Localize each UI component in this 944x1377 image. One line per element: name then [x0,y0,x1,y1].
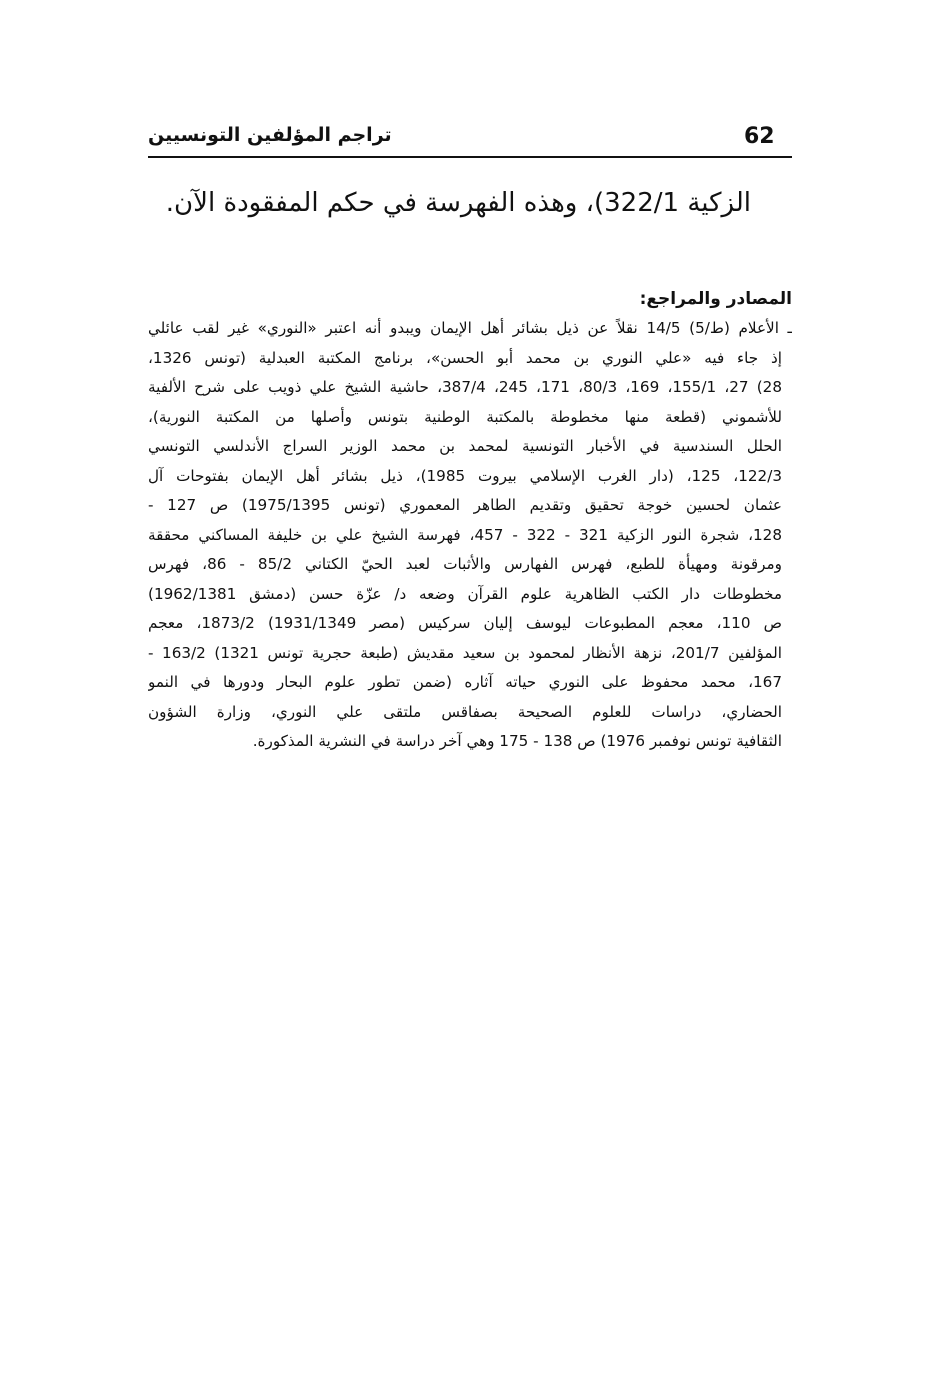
reference-line: المؤلفين 201/7، نزهة الأنظار لمحمود بن سعيد مقديش (طبعة حجرية تونس 1321) 163/2 - [148,643,782,662]
reference-line: الثقافية تونس نوفمبر 1976) ص 138 - 175 وهي آخر دراسة في النشرية المذكورة. [252,732,782,750]
reference-line: مخطوطات دار الكتب الظاهرية علوم القرآن وضعه د/ عزّة حسن (دمشق 1962/1381) [148,584,782,603]
reference-line: ومرقونة ومهيأة للطبع، فهرس الفهارس والأثبات لعبد الحيّ الكتاني 85/2 - 86، فهرس [148,555,783,573]
reference-line: عثمان لحسين خوجة تحقيق وتقديم الطاهر المعموري (تونس 1975/1395) ص 127 - [148,496,782,514]
reference-line: للأشموني (قطعة منها مخطوطة بالمكتبة الوطنية بتونس وأصلها من المكتبة النورية)، [148,407,782,426]
reference-line: 28) 27، 155/1، 169، 80/3، 171، 245، 387/4، حاشية الشيخ علي ذويب على شرح الألفية [148,378,782,396]
reference-line: ـ الأعلام (ط/5) 14/5 نقلاً عن ذيل بشائر أهل الإيمان ويبدو أنه اعتبر «النوري» غير لقب عائلي [148,319,792,337]
reference-line: إذ جاء فيه «علي النوري بن محمد أبو الحسن»، برنامج المكتبة العبدلية (تونس 1326، [148,348,782,367]
reference-line: ص 110، معجم المطبوعات ليوسف إليان سركيس (مصر 1931/1349) 1873/2، معجم [148,614,782,632]
page-number: 62 [744,124,775,149]
sources-section [148,286,792,757]
continuation-paragraph: الزكية 322/1)، وهذه الفهرسة في حكم المفقودة الآن. [165,188,751,218]
reference-line: 128، شجرة النور الزكية 321 - 322 - 457، فهرسة الشيخ علي بن خليفة المساكني محققة [148,525,783,544]
sources-heading: المصادر والمراجع: [639,289,792,309]
header-divider [148,156,792,158]
running-title: تراجم المؤلفين التونسيين [148,124,392,146]
reference-line: 167، محمد محفوظ على النوري حياته آثاره (ضمن تطور علوم البحار ودورها في النمو [148,673,782,691]
reference-line: الحلل السندسية في الأخبار التونسية لمحمد بن محمد الوزير السراج الأندلسي التونسي [148,437,782,455]
reference-line: 122/3، 125، (دار الغرب الإسلامي بيروت 1985)، ذيل بشائر أهل الإيمان بفتوحات آل [148,466,782,485]
page-header [148,118,792,158]
reference-line: الحضاري، دراسات للعلوم الصحيحة بصفاقس ملتقى علي النوري، وزارة الشؤون [148,702,782,721]
